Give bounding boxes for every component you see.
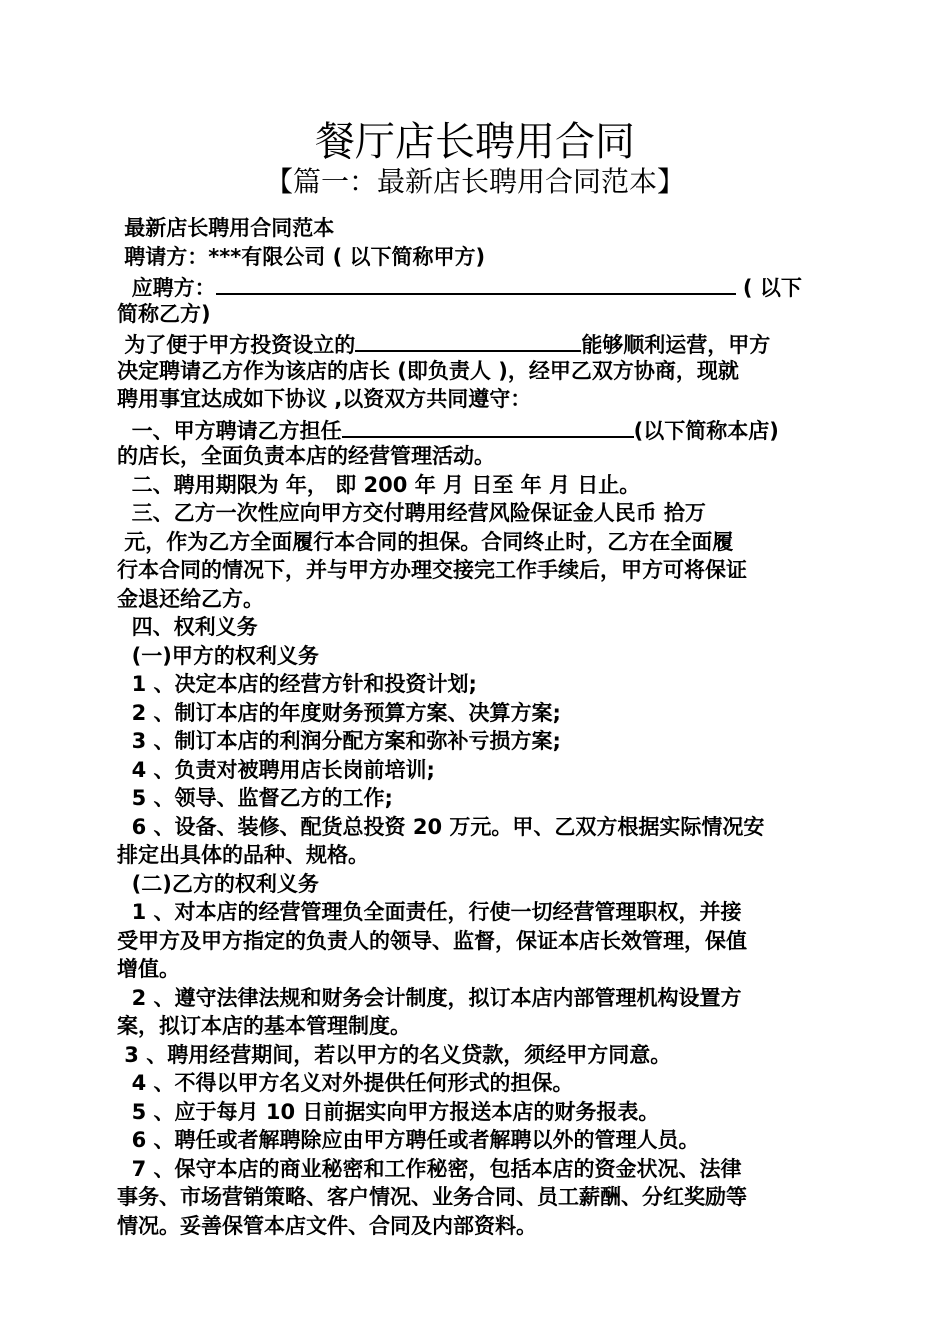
line-text: 排定出具体的品种、规格。 [117, 843, 369, 867]
line-text: 3 、制订本店的利润分配方案和弥补亏损方案; [117, 729, 561, 753]
line-text: 为了便于甲方投资设立的 [117, 333, 356, 357]
contract-line [117, 1012, 835, 1041]
document-title: 餐厅店长聘用合同 [315, 119, 635, 165]
contract-line [117, 870, 835, 899]
line-text: 5 、应于每月 10 日前据实向甲方报送本店的财务报表。 [117, 1099, 660, 1124]
line-text: 金退还给乙方。 [117, 586, 264, 611]
contract-line [117, 214, 835, 243]
contract-line [117, 984, 835, 1013]
line-text: 2 、遵守法律法规和财务会计制度，拟订本店内部管理机构设置方 [117, 985, 742, 1010]
contract-line [117, 642, 835, 671]
contract-line [117, 784, 835, 813]
line-text: 决定聘请乙方作为该店的店长 (即负责人 )，经甲乙双方协商，现就 [117, 358, 739, 383]
line-text: 简称乙方) [117, 301, 211, 326]
contract-line [117, 471, 835, 500]
line-text: 元，作为乙方全面履行本合同的担保。合同终止时，乙方在全面履 [117, 529, 734, 554]
contract-line [117, 756, 835, 785]
contract-body [117, 214, 835, 1240]
fill-in-blank [355, 328, 581, 352]
contract-line [117, 1041, 835, 1070]
line-text: 1 、决定本店的经营方针和投资计划; [117, 672, 477, 696]
line-text: 6 、聘任或者解聘除应由甲方聘任或者解聘以外的管理人员。 [117, 1128, 700, 1152]
line-text: 1 、对本店的经营管理负全面责任，行使一切经营管理职权，并接 [117, 900, 742, 924]
line-text: (一)甲方的权利义务 [117, 643, 319, 668]
line-text: 增值。 [117, 957, 180, 981]
contract-line [117, 613, 835, 642]
contract-line [117, 841, 835, 870]
contract-line [117, 955, 835, 984]
contract-line [117, 442, 835, 471]
line-text: 二、聘用期限为 年， 即 200 年 月 日至 年 月 日止。 [117, 472, 641, 497]
line-text: 2 、制订本店的年度财务预算方案、决算方案; [117, 700, 561, 725]
line-text: (以下简称本店) [633, 418, 779, 442]
contract-line [117, 1126, 835, 1155]
contract-line [117, 328, 835, 357]
contract-line [117, 556, 835, 585]
document-subtitle: 【篇一：最新店长聘用合同范本】 [264, 165, 685, 198]
line-text: 三、乙方一次性应向甲方交付聘用经营风险保证金人民币 拾万 [117, 501, 706, 525]
line-text: 聘用事宜达成如下协议 ,以资双方共同遵守： [117, 387, 532, 411]
contract-line [117, 1183, 835, 1212]
line-text: 的店长，全面负责本店的经营管理活动。 [117, 444, 495, 468]
line-text: (二)乙方的权利义务 [117, 871, 319, 896]
fill-in-blank [216, 271, 736, 295]
contract-line [117, 300, 835, 329]
line-text: 7 、保守本店的商业秘密和工作秘密，包括本店的资金状况、法律 [117, 1156, 742, 1181]
line-text: 应聘方： [117, 276, 216, 300]
line-text: 事务、市场营销策略、客户情况、业务合同、员工薪酬、分红奖励等 [117, 1185, 747, 1209]
fill-in-blank [342, 414, 634, 438]
contract-line [117, 585, 835, 614]
contract-line [117, 243, 835, 272]
contract-line [117, 1069, 835, 1098]
line-text: 最新店长聘用合同范本 [117, 216, 335, 240]
line-text: 5 、领导、监督乙方的工作; [117, 786, 393, 810]
contract-line [117, 1098, 835, 1127]
contract-line [117, 670, 835, 699]
line-text: 3 、聘用经营期间，若以甲方的名义贷款，须经甲方同意。 [117, 1042, 672, 1067]
line-text: 4 、不得以甲方名义对外提供任何形式的担保。 [117, 1071, 574, 1095]
contract-line [117, 898, 835, 927]
contract-line [117, 414, 835, 443]
contract-line [117, 813, 835, 842]
line-text: 受甲方及甲方指定的负责人的领导、监督，保证本店长效管理，保值 [117, 928, 747, 953]
contract-line [117, 927, 835, 956]
contract-line [117, 499, 835, 528]
line-text: 聘请方：***有限公司 ( 以下简称甲方) [117, 244, 486, 269]
contract-line [117, 357, 835, 386]
line-text: 一、甲方聘请乙方担任 [117, 418, 342, 442]
line-text: 能够顺利运营，甲方 [581, 333, 771, 357]
contract-line [117, 727, 835, 756]
line-text: ( 以下 [735, 276, 802, 300]
contract-line [117, 1212, 835, 1241]
line-text: 案，拟订本店的基本管理制度。 [117, 1014, 411, 1038]
contract-line [117, 1155, 835, 1184]
contract-line [117, 271, 835, 300]
line-text: 4 、负责对被聘用店长岗前培训; [117, 757, 435, 782]
line-text: 行本合同的情况下，并与甲方办理交接完工作手续后，甲方可将保证 [117, 558, 747, 582]
contract-line [117, 385, 835, 414]
line-text: 情况。妥善保管本店文件、合同及内部资料。 [117, 1213, 537, 1238]
line-text: 6 、设备、装修、配货总投资 20 万元。甲、乙双方根据实际情况安 [117, 814, 765, 839]
line-text: 四、权利义务 [117, 615, 258, 639]
contract-line [117, 528, 835, 557]
contract-line [117, 699, 835, 728]
